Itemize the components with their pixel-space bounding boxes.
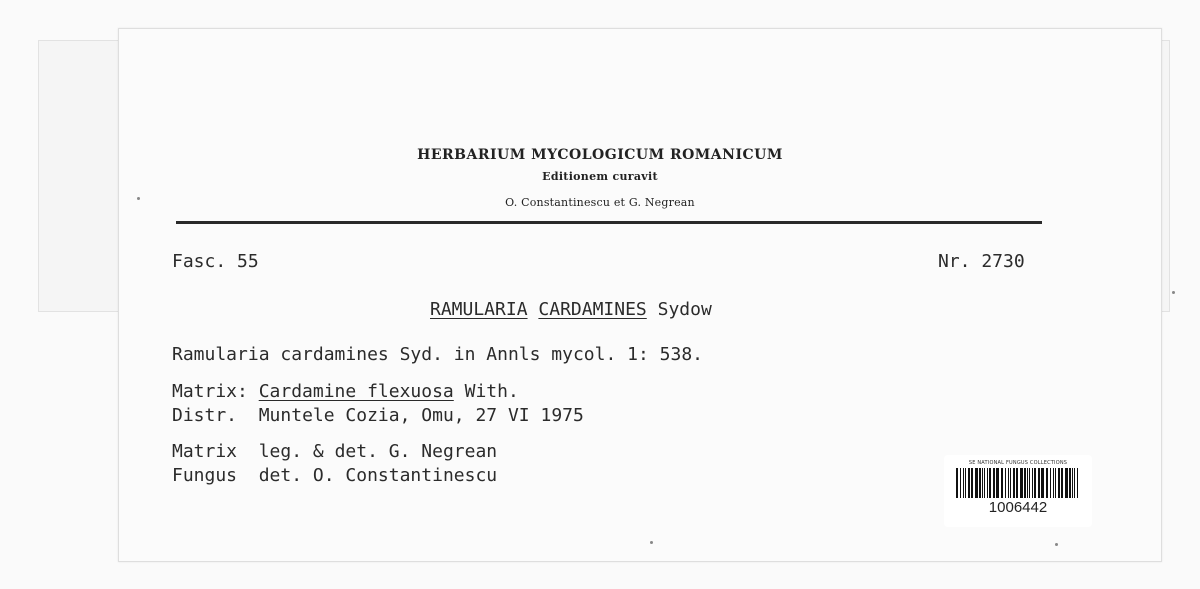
fascicle-number: Fasc. 55 xyxy=(172,251,259,272)
barcode-bar xyxy=(1013,468,1015,498)
barcode-bar xyxy=(1008,468,1009,498)
barcode-bar xyxy=(1024,468,1026,498)
matrix-host-author: With. xyxy=(464,381,519,402)
barcode-bar xyxy=(975,468,978,498)
species-citation: Ramularia cardamines Syd. in Annls mycol. 1: 538. xyxy=(172,344,704,365)
matrix-collector-row xyxy=(172,441,497,463)
paper-speck xyxy=(137,197,140,200)
barcode-bar xyxy=(1027,468,1028,498)
barcode-bar xyxy=(979,468,981,498)
herbarium-title: HERBARIUM MYCOLOGICUM ROMANICUM xyxy=(417,147,783,163)
barcode-bar xyxy=(960,468,961,498)
barcode-bar xyxy=(1058,468,1060,498)
barcode-bar xyxy=(963,468,964,498)
barcode-bar xyxy=(1065,468,1068,498)
species-author: Sydow xyxy=(657,299,712,320)
barcode-bar xyxy=(1032,468,1033,498)
distribution-value: Muntele Cozia, Omu, 27 VI 1975 xyxy=(258,405,584,426)
herbarium-subtitle: Editionem curavit xyxy=(542,170,658,183)
paper-speck xyxy=(650,541,653,544)
species-genus: RAMULARIA xyxy=(430,299,528,320)
barcode-bar xyxy=(1020,468,1023,498)
matrix-label: Matrix: xyxy=(172,381,248,402)
fungus-determiner-value: det. O. Constantinescu xyxy=(258,465,498,486)
distribution-label: Distr. xyxy=(172,405,238,426)
barcode-bar xyxy=(1005,468,1006,498)
barcode-bar xyxy=(1077,468,1078,498)
fungus-determiner-label: Fungus xyxy=(172,465,238,486)
barcode-bar xyxy=(982,468,983,498)
barcode-bar xyxy=(1038,468,1040,498)
barcode-bar xyxy=(971,468,973,498)
barcode-bar xyxy=(993,468,995,498)
matrix-host: Cardamine flexuosa xyxy=(258,381,454,402)
barcode-bar xyxy=(1046,468,1048,498)
species-epithet: CARDAMINES xyxy=(538,299,647,320)
paper-speck xyxy=(1172,291,1175,294)
barcode-bar xyxy=(984,468,985,498)
barcode-number: 1006442 xyxy=(988,499,1048,516)
species-name xyxy=(430,299,712,321)
header-divider xyxy=(176,221,1042,224)
barcode-bar xyxy=(996,468,999,498)
barcode-bar xyxy=(1055,468,1056,498)
barcode-bar xyxy=(1072,468,1073,498)
fungus-determiner-row xyxy=(172,465,497,487)
barcode-bar xyxy=(1041,468,1044,498)
barcode-bar xyxy=(987,468,988,498)
barcode-bar xyxy=(1010,468,1011,498)
barcode-bar xyxy=(1069,468,1071,498)
barcode-bar xyxy=(956,468,958,498)
herbarium-editors: O. Constantinescu et G. Negrean xyxy=(505,196,695,209)
barcode-label xyxy=(944,455,1092,527)
barcode-bar xyxy=(1029,468,1030,498)
specimen-number: Nr. 2730 xyxy=(938,251,1025,272)
barcode-bar xyxy=(1001,468,1003,498)
barcode-institution: SE NATIONAL FUNGUS COLLECTIONS xyxy=(968,460,1068,466)
barcode-bar xyxy=(1074,468,1075,498)
distribution-row xyxy=(172,405,584,427)
barcode-bar xyxy=(1061,468,1063,498)
barcode-bar xyxy=(968,468,970,498)
matrix-row xyxy=(172,381,519,403)
barcode-bar xyxy=(965,468,966,498)
barcode-bar xyxy=(989,468,991,498)
barcode-bar xyxy=(1034,468,1036,498)
barcode-bars xyxy=(956,468,1080,498)
barcode-bar xyxy=(1053,468,1054,498)
matrix-collector-value: leg. & det. G. Negrean xyxy=(258,441,498,462)
matrix-collector-label: Matrix xyxy=(172,441,238,462)
barcode-bar xyxy=(1050,468,1051,498)
paper-speck xyxy=(1055,543,1058,546)
barcode-bar xyxy=(1016,468,1018,498)
